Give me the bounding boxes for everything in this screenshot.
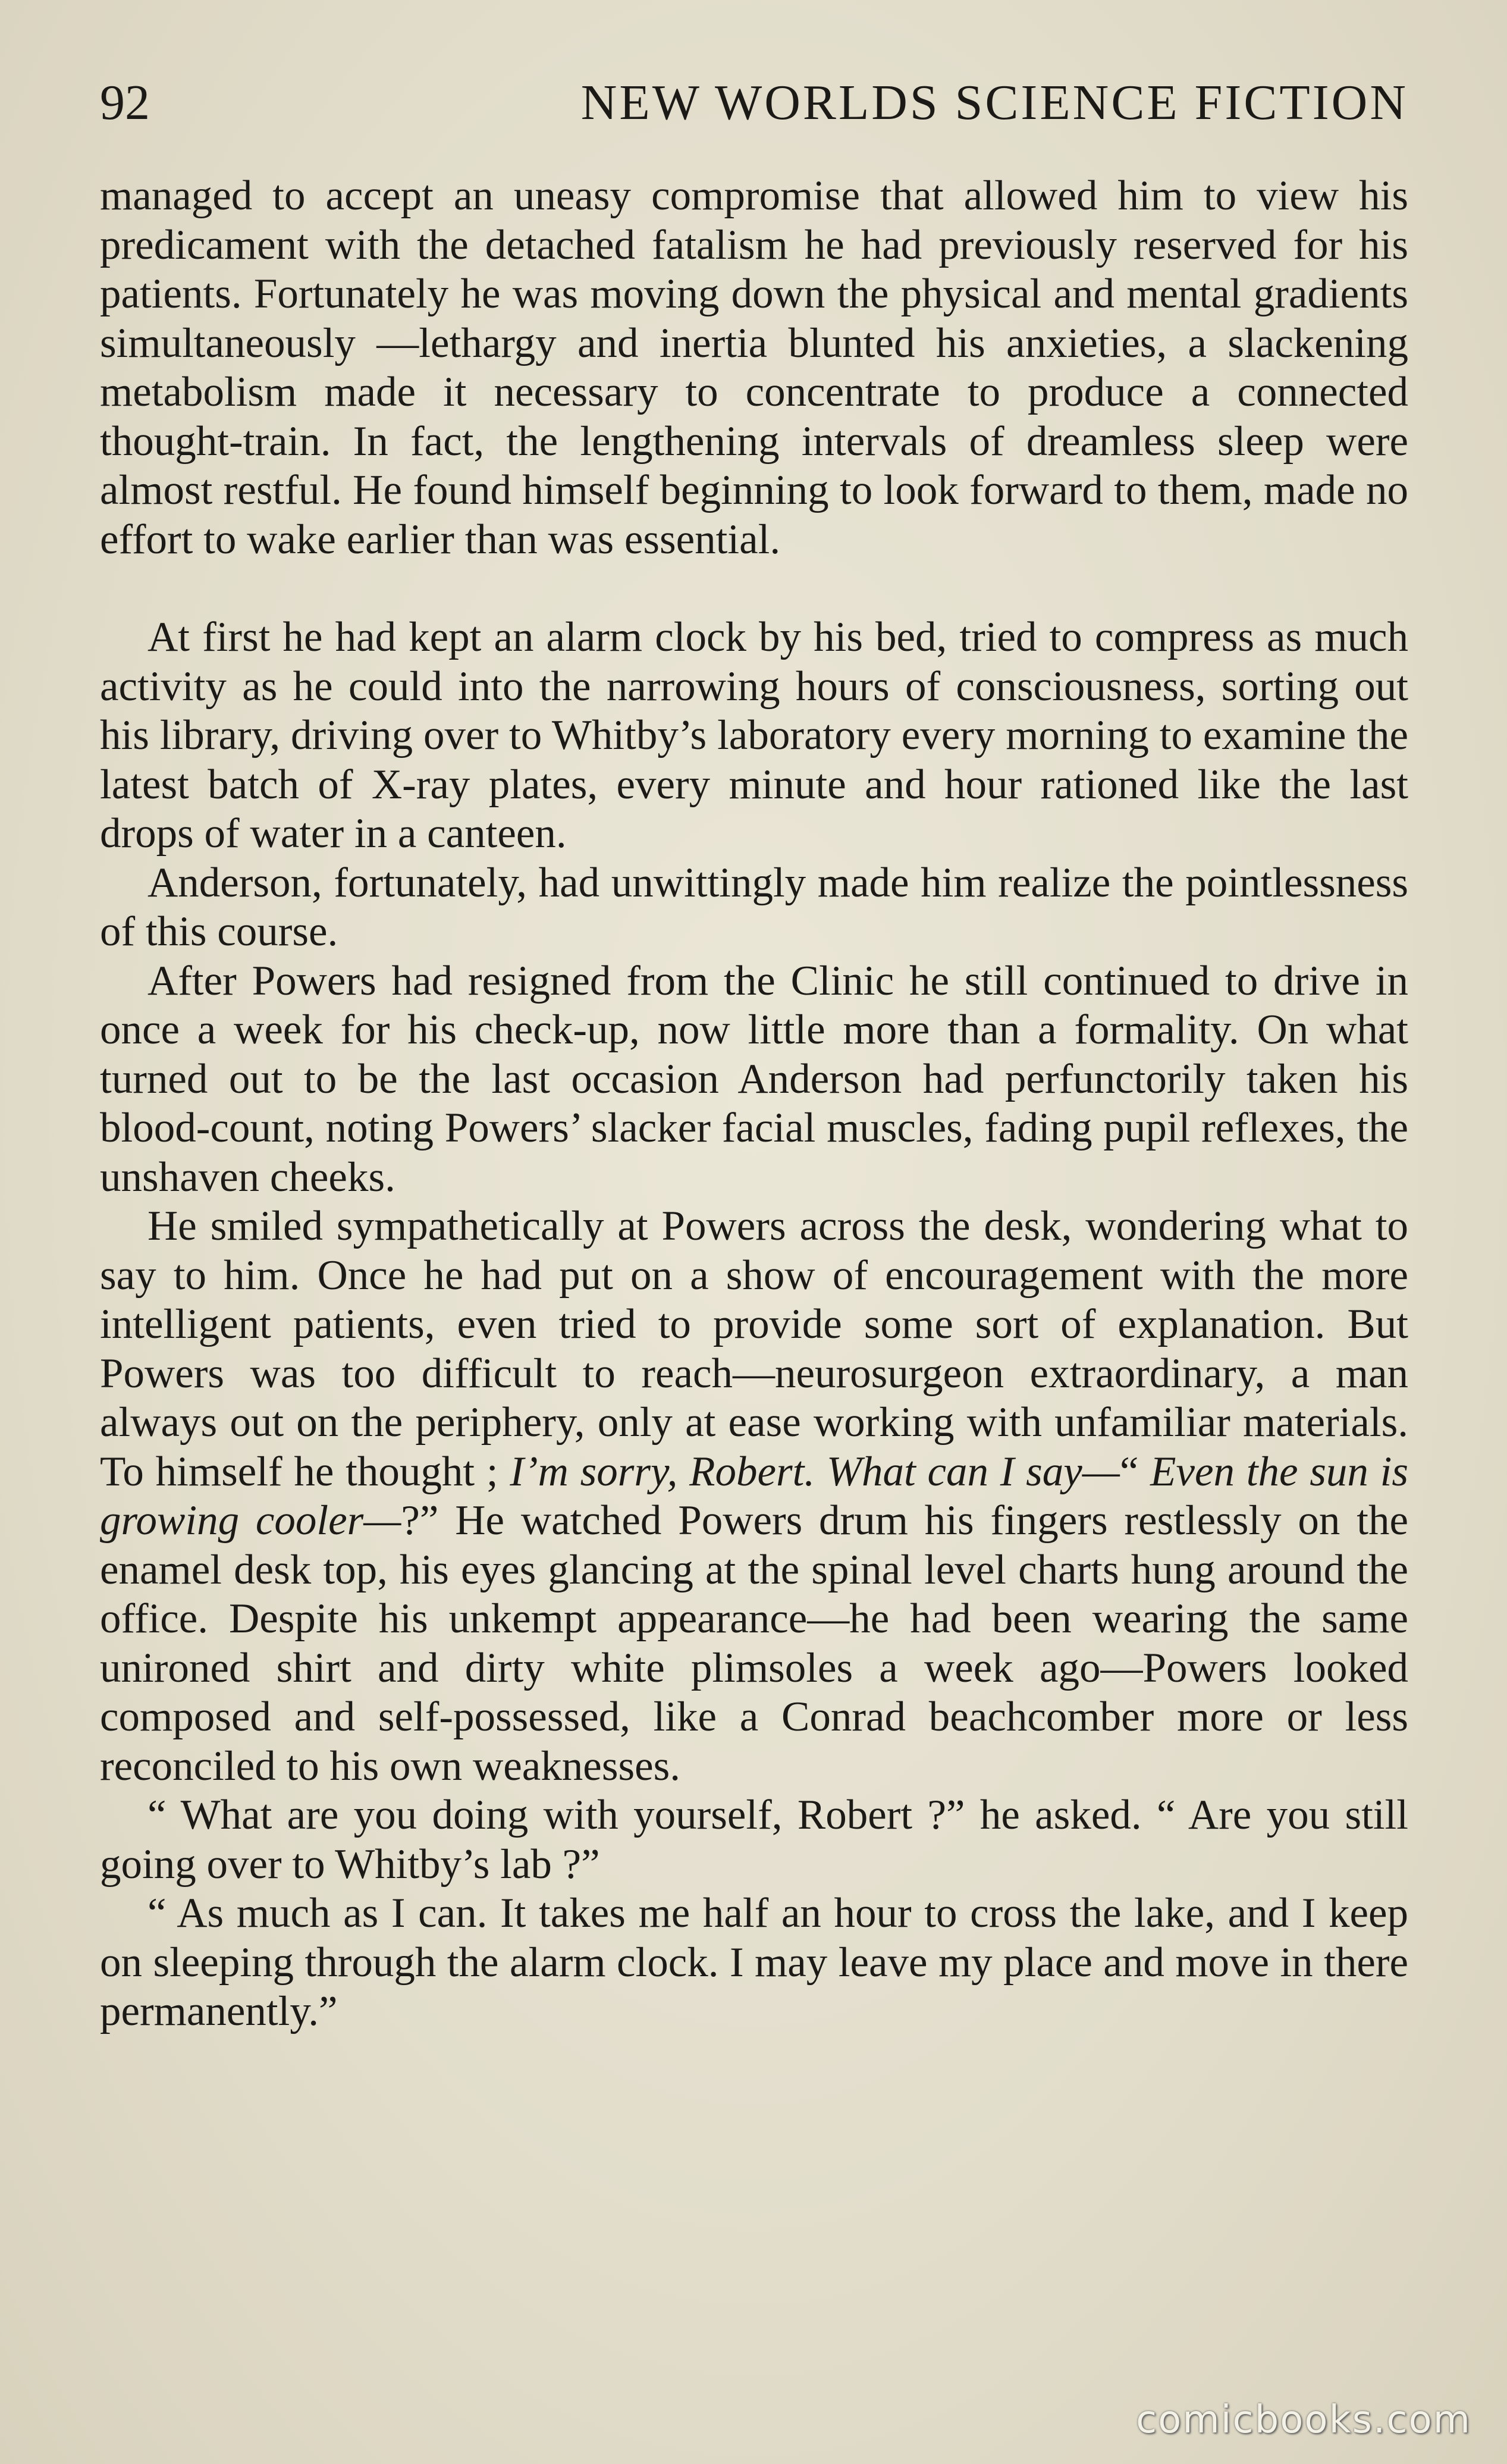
paragraph-2: At first he had kept an alarm clock by his bed, tried to compress as much activity as he could into the narrowing hours of consciousness, sorting out his library, driving over to Whitby’s laboratory every morning to examine the latest batch of X-ray plates, every minute and hour rationed like the last drops of water in a canteen.	[100, 614, 1408, 857]
watermark: comicbooks.com	[1135, 2398, 1471, 2442]
paragraph-5-end: He watched Powers drum his fingers restlessly on the enamel desk top, his eyes glancing at the spinal level charts hung around the office. Despite his unkempt appearance—he had been wearing the same unironed shirt and dirty white plimsoles a week ago—Powers looked composed and self-possessed, like a Conrad beachcomber more or less reconciled to his own weaknesses.	[100, 1497, 1408, 1789]
paragraph-5-italic-thought: I’m sorry, Robert. What can I say—	[510, 1448, 1120, 1495]
paragraph-3: Anderson, fortunately, had unwittingly made him realize the pointlessness of this course.	[100, 859, 1408, 955]
paragraph-4: After Powers had resigned from the Clinic he still continued to drive in once a week for his check-up, now little more than a formality. On what turned out to be the last occasion Anderson had perfunctorily taken his blood-count, noting Powers’ slacker facial muscles, fading pupil reflexes, the unshaven cheeks.	[100, 957, 1408, 1200]
paragraph-5-quote-open: “	[1119, 1448, 1139, 1495]
body-text	[100, 171, 1408, 2036]
page-header	[100, 70, 1408, 136]
paragraph-5-quote-close: ?”	[401, 1497, 439, 1544]
paragraph-1: managed to accept an uneasy compromise that allowed him to view his predicament with the detached fatalism he had previously reserved for his patients. Fortunately he was moving down the physical and mental gradients simultaneously —lethargy and inertia blunted his anxieties, a slackening metabolism made it necessary to concentrate to produce a connected thought-train. In fact, the lengthening intervals of dreamless sleep were almost restful. He found himself beginning to look forward to them, made no effort to wake earlier than was essential.	[100, 173, 1408, 563]
paragraph-6: “ What are you doing with yourself, Robert ?” he asked. “ Are you still going over to Whitby’s lab ?”	[100, 1792, 1408, 1888]
page-number: 92	[100, 75, 150, 130]
paragraph-7: “ As much as I can. It takes me half an hour to cross the lake, and I keep on sleeping through the alarm clock. I may leave my place and move in there permanently.”	[100, 1890, 1408, 2034]
paragraph-5-start: He smiled sympathetically at Powers across the desk, wondering what to say to him. Once he had put on a show of encouragement with the more intelligent patients, even tried to provide some sort of explanation. But Powers was too difficult to reach—neurosurgeon extraordinary, a man always out on the periphery, only at ease working with unfamiliar materials. To himself he thought ;	[100, 1203, 1408, 1495]
paragraph-5-italic-quote: Even the sun is growing cooler—	[100, 1448, 1409, 1544]
paragraph-5	[100, 1202, 1408, 1791]
running-title: NEW WORLDS SCIENCE FICTION	[580, 75, 1408, 130]
